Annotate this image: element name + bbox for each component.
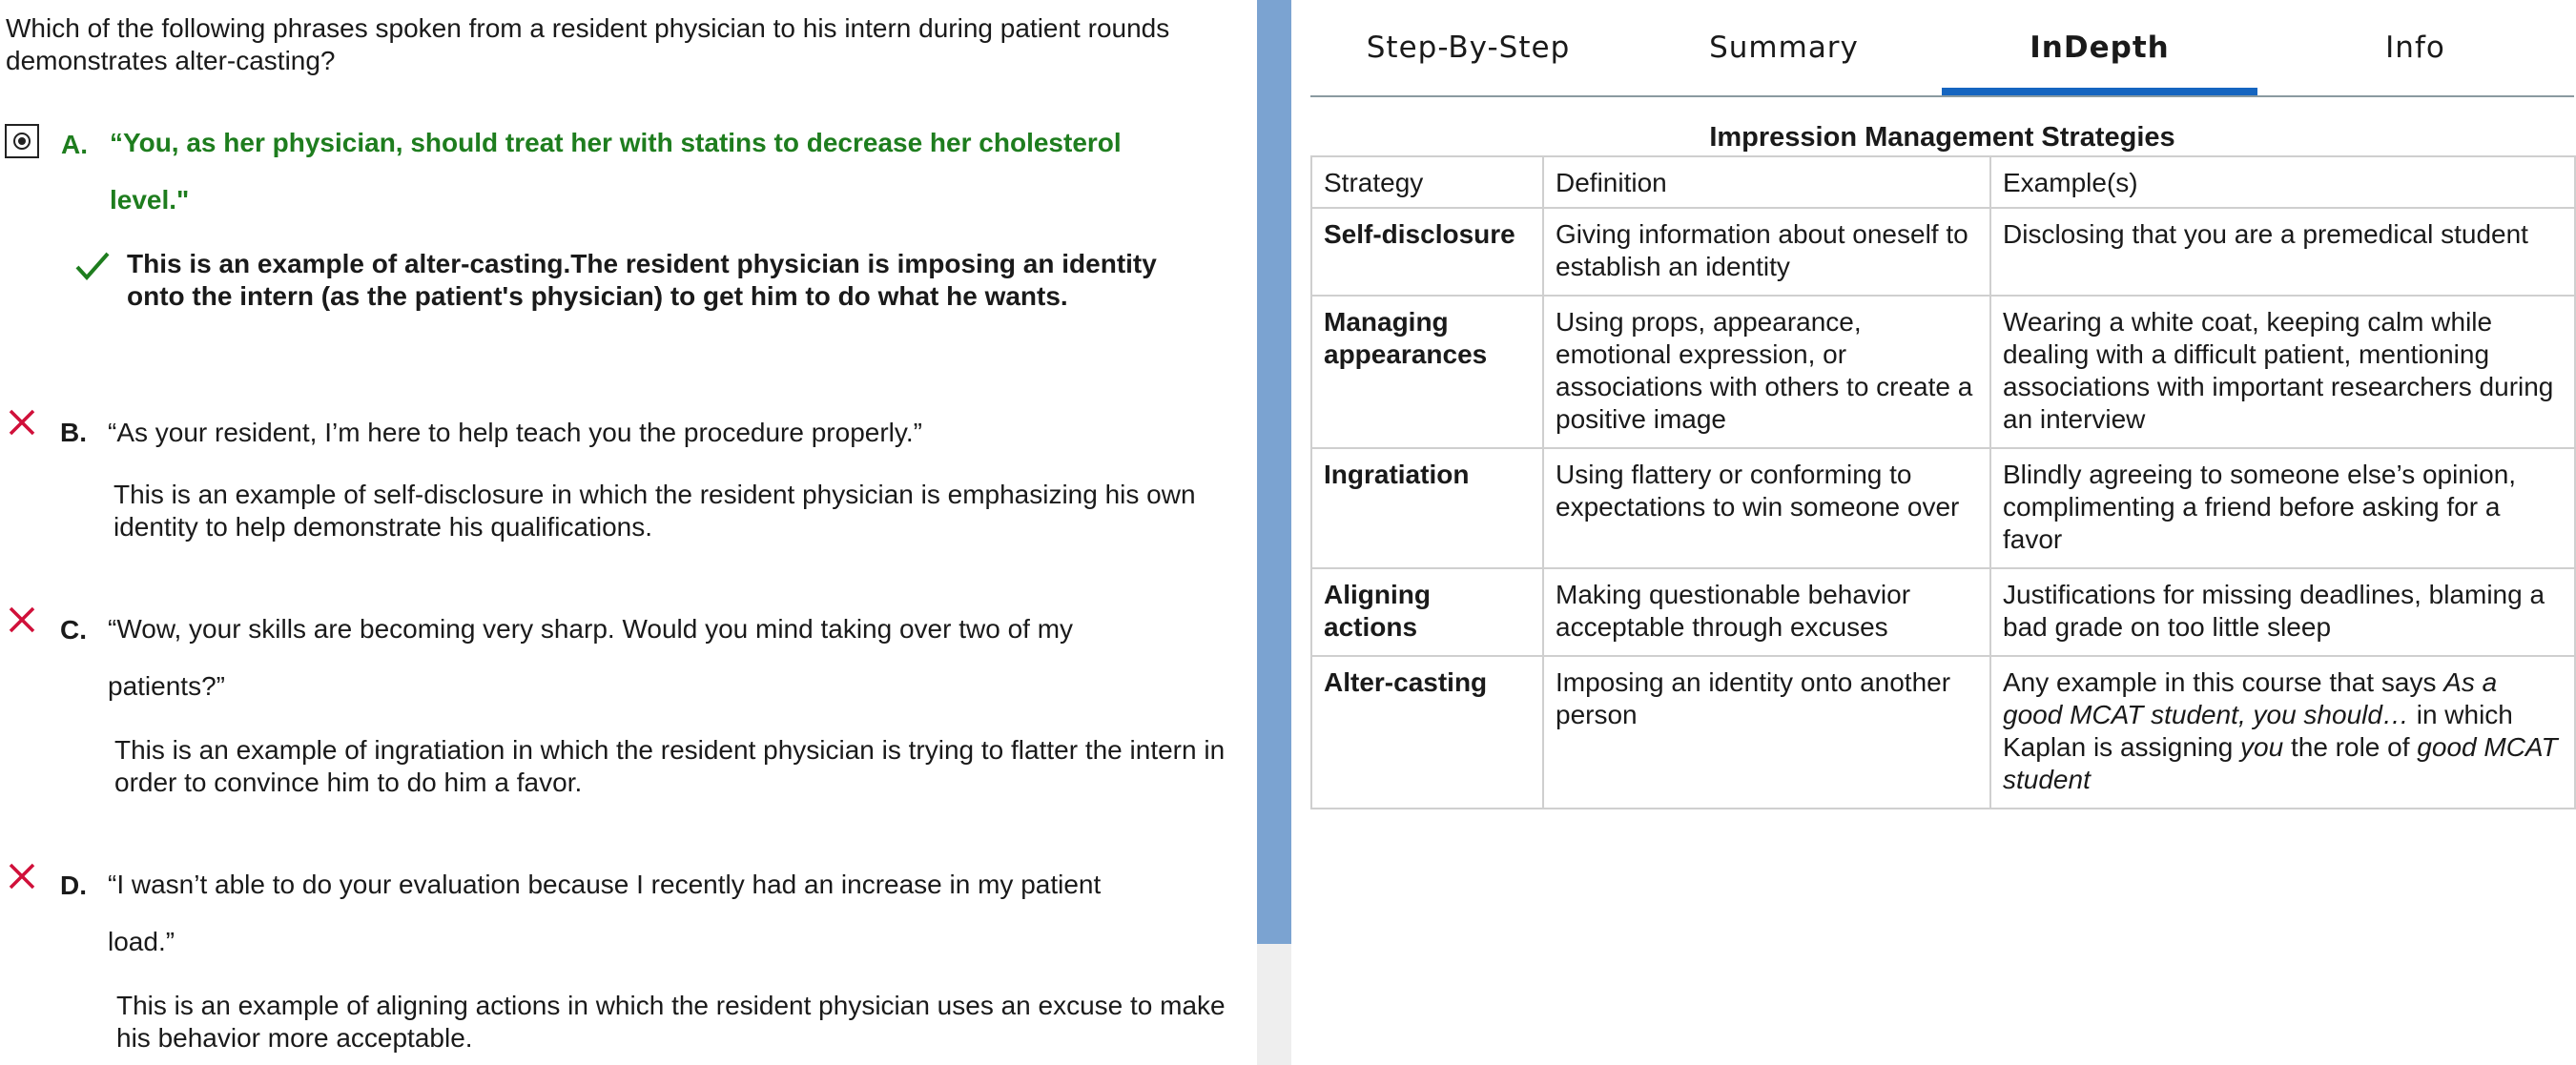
impression-management-table (1310, 155, 2576, 809)
table-cell-strategy: Self-disclosure (1311, 208, 1543, 296)
choice-b-letter: B. (60, 418, 87, 447)
table-cell-example: Wearing a white coat, keeping calm while dealing with a difficult patient, mentioning associations with important researchers during an interview (1990, 296, 2575, 448)
table-cell-strategy: Alter-casting (1311, 656, 1543, 809)
example-text: Any example in this course that says (2003, 667, 2444, 697)
table-title: Impression Management Strategies (1709, 122, 2175, 153)
pane-scrollbar-thumb[interactable] (1257, 0, 1291, 944)
choice-c-text-line1: “Wow, your skills are becoming very sharp. Would you mind taking over two of my (108, 614, 1074, 644)
example-text: in which Kaplan is assigning (2003, 700, 2513, 762)
tab-indepth[interactable]: InDepth (2030, 31, 2170, 65)
active-tab-indicator (1942, 88, 2257, 95)
table-row (1311, 208, 2575, 296)
example-text-italic: As a good MCAT student, you should… (2003, 667, 2498, 729)
choice-d-text[interactable] (108, 856, 1233, 971)
table-row (1311, 296, 2575, 448)
x-icon (8, 408, 36, 437)
choice-a-text-line1: “You, as her physician, should treat her with statins to decrease her cholesterol (110, 128, 1122, 157)
choice-c-text[interactable] (108, 601, 1233, 715)
table-cell-definition: Using flattery or conforming to expectations to win someone over (1543, 448, 1990, 568)
table-cell-example: Justifications for missing deadlines, blaming a bad grade on too little sleep (1990, 568, 2575, 656)
table-row (1311, 448, 2575, 568)
table-cell-definition: Giving information about oneself to establish an identity (1543, 208, 1990, 296)
x-icon (8, 862, 36, 891)
table-cell-strategy: Managing appearances (1311, 296, 1543, 448)
x-icon (8, 605, 36, 634)
choice-b-text-line1: “As your resident, I’m here to help teach you the procedure properly.” (108, 418, 922, 447)
tab-info[interactable]: Info (2385, 31, 2445, 65)
table-cell-example (1990, 656, 2575, 809)
choice-d-letter: D. (60, 870, 87, 900)
question-pane (0, 0, 1257, 1065)
choice-a-letter: A. (61, 130, 88, 159)
checkmark-icon (74, 250, 111, 282)
question-stem: Which of the following phrases spoken from a resident physician to his intern during patient rounds demonstrates alter-casting? (6, 13, 1170, 75)
choice-c-letter: C. (60, 615, 87, 645)
table-cell-strategy: Aligning actions (1311, 568, 1543, 656)
table-row (1311, 656, 2575, 809)
table-cell-example: Disclosing that you are a premedical student (1990, 208, 2575, 296)
choice-d-text-line1: “I wasn’t able to do your evaluation because I recently had an increase in my patient (108, 870, 1102, 899)
table-cell-definition: Making questionable behavior acceptable through excuses (1543, 568, 1990, 656)
choice-c-explanation: This is an example of ingratiation in which the resident physician is trying to flatter the intern in order to convince him to do him a favor. (114, 735, 1226, 797)
example-text: the role of (2283, 732, 2418, 762)
tab-summary[interactable]: Summary (1709, 31, 1859, 65)
table-row (1311, 568, 2575, 656)
choice-a-explanation: This is an example of alter-casting.The resident physician is imposing an identity onto the intern (as the patient's physician) to get him to do what he wants. (127, 249, 1157, 311)
tab-step-by-step[interactable]: Step-By-Step (1366, 31, 1571, 65)
choice-b-explanation: This is an example of self-disclosure in which the resident physician is emphasizing his own identity to help demonstrate his qualifications. (113, 480, 1196, 542)
choice-a-text-line2: level." (110, 185, 190, 215)
table-header-examples: Example(s) (1990, 156, 2575, 208)
table-header-row (1311, 156, 2575, 208)
example-text-italic: good MCAT student (2003, 732, 2558, 794)
explanation-pane (1291, 0, 2576, 1065)
table-header-strategy: Strategy (1311, 156, 1543, 208)
table-cell-example: Blindly agreeing to someone else’s opinion, complimenting a friend before asking for a favor (1990, 448, 2575, 568)
table-header-definition: Definition (1543, 156, 1990, 208)
choice-a-text[interactable] (110, 114, 1235, 229)
example-text-italic: you (2240, 732, 2284, 762)
table-cell-definition: Imposing an identity onto another person (1543, 656, 1990, 809)
choice-d-text-line2: load.” (108, 927, 175, 956)
explanation-tabbar (1310, 0, 2574, 97)
choice-b-text[interactable] (108, 404, 1233, 461)
choice-d-explanation: This is an example of aligning actions in which the resident physician uses an excuse to make his behavior more acceptable. (116, 991, 1226, 1053)
table-cell-definition: Using props, appearance, emotional expression, or associations with others to create a positive image (1543, 296, 1990, 448)
radio-selected-icon[interactable] (5, 124, 39, 158)
table-cell-strategy: Ingratiation (1311, 448, 1543, 568)
choice-c-text-line2: patients?” (108, 671, 225, 701)
